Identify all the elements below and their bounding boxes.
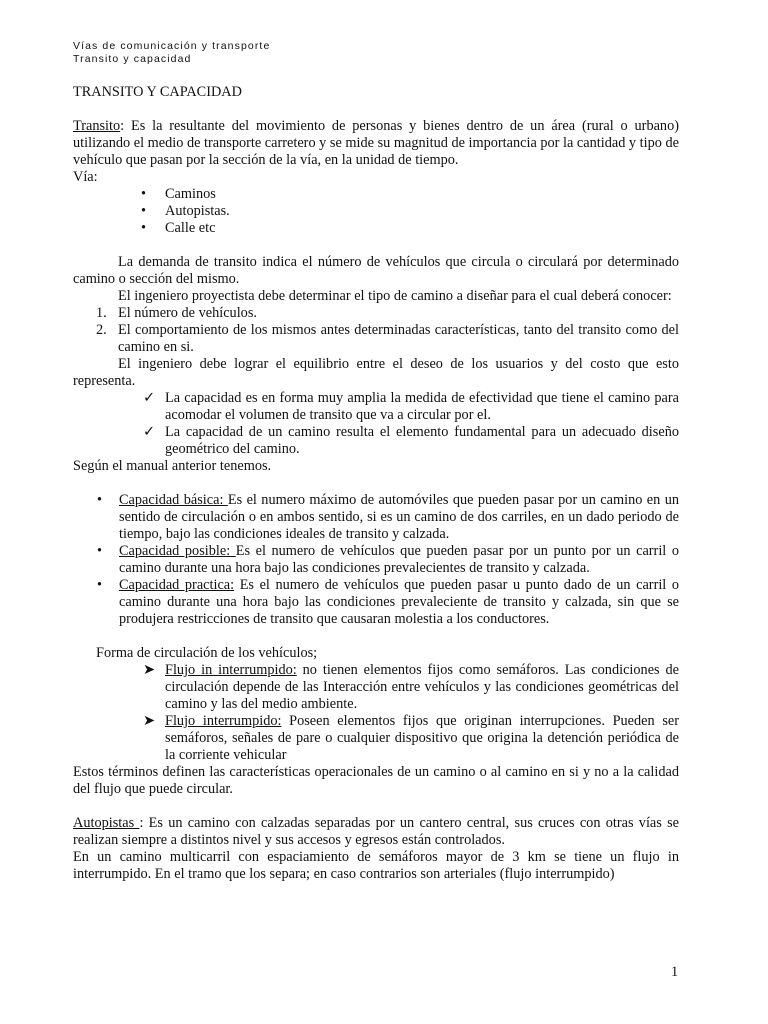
bullet-icon: • bbox=[97, 577, 103, 593]
numbered-list bbox=[73, 305, 679, 356]
check-list bbox=[73, 390, 679, 458]
list-item: • Autopistas. bbox=[141, 203, 230, 219]
bullet-icon: • bbox=[141, 186, 147, 202]
transito-term: Transito bbox=[73, 118, 121, 134]
list-item: 1. El número de vehículos. bbox=[96, 305, 257, 321]
forma-paragraph: Forma de circulación de los vehículos; bbox=[96, 645, 318, 661]
bullet-icon: • bbox=[141, 220, 147, 236]
demanda-paragraph: La demanda de transito indica el número de vehículos que circula o circulará por determinado camino o sección del mismo. bbox=[73, 254, 679, 287]
header-topic: Transito y capacidad bbox=[73, 53, 192, 65]
flujo-term: Flujo interrumpido: bbox=[165, 713, 282, 729]
list-item: • Capacidad posible: Es el numero de vehículos que pueden pasar por un punto por un carril o camino durante una hora bajo las condiciones prevalecientes de transito y calzada. bbox=[97, 543, 679, 576]
checkmark-icon: ✓ bbox=[143, 424, 155, 440]
capacidad-term: Capacidad básica: bbox=[119, 492, 228, 508]
arrow-icon: ➤ bbox=[143, 662, 155, 678]
checkmark-icon: ✓ bbox=[143, 390, 155, 406]
flujo-list bbox=[73, 662, 679, 764]
list-item: • Caminos bbox=[141, 186, 216, 202]
via-label: Vía: bbox=[73, 169, 98, 185]
list-item: ➤ Flujo in interrumpido: no tienen elementos fijos como semáforos. Las condiciones de circulación depende de las Interacción entre vehículos y las condiciones geométricas del camino y las del medio ambiente. bbox=[143, 662, 679, 712]
arrow-icon: ➤ bbox=[143, 713, 155, 729]
autopistas-term: Autopistas bbox=[73, 815, 140, 831]
list-item: ➤ Flujo interrumpido: Poseen elementos fijos que originan interrupciones. Pueden ser semáforos, señales de pare o cualquier dispositivo que origina la detención periódica de la corriente vehicular bbox=[143, 713, 679, 763]
segun-paragraph: Según el manual anterior tenemos. bbox=[73, 458, 272, 474]
bullet-icon: • bbox=[97, 492, 103, 508]
proyectista-paragraph: El ingeniero proyectista debe determinar el tipo de camino a diseñar para el cual deberá conocer: bbox=[118, 288, 672, 304]
capacidad-term: Capacidad posible: bbox=[119, 543, 236, 559]
document-page bbox=[73, 40, 679, 883]
bullet-icon: • bbox=[97, 543, 103, 559]
bullet-icon: • bbox=[141, 203, 147, 219]
page-number: 1 bbox=[671, 964, 679, 980]
terminos-paragraph: Estos términos definen las características operacionales de un camino o al camino en si y no a la calidad del flujo que puede circular. bbox=[73, 764, 679, 797]
via-list bbox=[73, 186, 679, 237]
list-item: • Capacidad básica: Es el numero máximo de automóviles que pueden pasar por un camino en un sentido de circulación o en ambos sentido, si es un camino de dos carriles, en un dado periodo de tiempo, bajo las condiciones ideales de transito y calzada. bbox=[97, 492, 679, 542]
capacidad-term: Capacidad practica: bbox=[119, 577, 235, 593]
list-item: • Capacidad practica: Es el numero de vehículos que pueden pasar u punto dado de un carril o camino durante una hora bajo las condiciones prevaleciente de transito y calzada, sin que se produjera restricciones de transito que causaran molestia a los conductores. bbox=[97, 577, 679, 627]
list-item: 2. El comportamiento de los mismos antes determinadas características, tanto del transito como del camino en si. bbox=[96, 322, 679, 355]
list-item: ✓ La capacidad de un camino resulta el elemento fundamental para un adecuado diseño geométrico del camino. bbox=[143, 424, 679, 457]
autopistas-paragraph: Autopistas : Es un camino con calzadas separadas por un cantero central, sus cruces con otras vías se realizan siempre a distintos nivel y sus accesos y egresos están controlados. bbox=[73, 815, 679, 848]
header-course: Vías de comunicación y transporte bbox=[73, 40, 271, 52]
capacidad-list bbox=[73, 492, 679, 628]
multicarril-paragraph: En un camino multicarril con espaciamiento de semáforos mayor de 3 km se tiene un flujo in interrumpido. En el tramo que los separa; en caso contrarios son arteriales (flujo interrumpido) bbox=[73, 849, 679, 882]
equilibrio-paragraph: El ingeniero debe lograr el equilibrio entre el deseo de los usuarios y del costo que esto representa. bbox=[73, 356, 679, 389]
item-number: 1. bbox=[96, 305, 107, 321]
list-item: • Calle etc bbox=[141, 220, 216, 236]
page-title: TRANSITO Y CAPACIDAD bbox=[73, 84, 242, 100]
flujo-term: Flujo in interrumpido: bbox=[165, 662, 297, 678]
transito-text: Es la resultante del movimiento de personas y bienes dentro de un área (rural o urbano) utilizando el medio de transporte carretero y se mide su magnitud de importancia por la cantidad y tipo de vehículo que pasan por la sección de la vía, en la unidad de tiempo. bbox=[73, 118, 679, 168]
item-number: 2. bbox=[96, 322, 107, 338]
list-item: ✓ La capacidad es en forma muy amplia la medida de efectividad que tiene el camino para acomodar el volumen de transito que va a circular por el. bbox=[143, 390, 679, 423]
transito-definition: Transito: Es la resultante del movimiento de personas y bienes dentro de un área (rural o urbano) utilizando el medio de transporte carretero y se mide su magnitud de importancia por la cantidad y tipo de vehículo que pasan por la sección de la vía, en la unidad de tiempo. bbox=[73, 118, 679, 168]
running-header bbox=[73, 40, 679, 66]
